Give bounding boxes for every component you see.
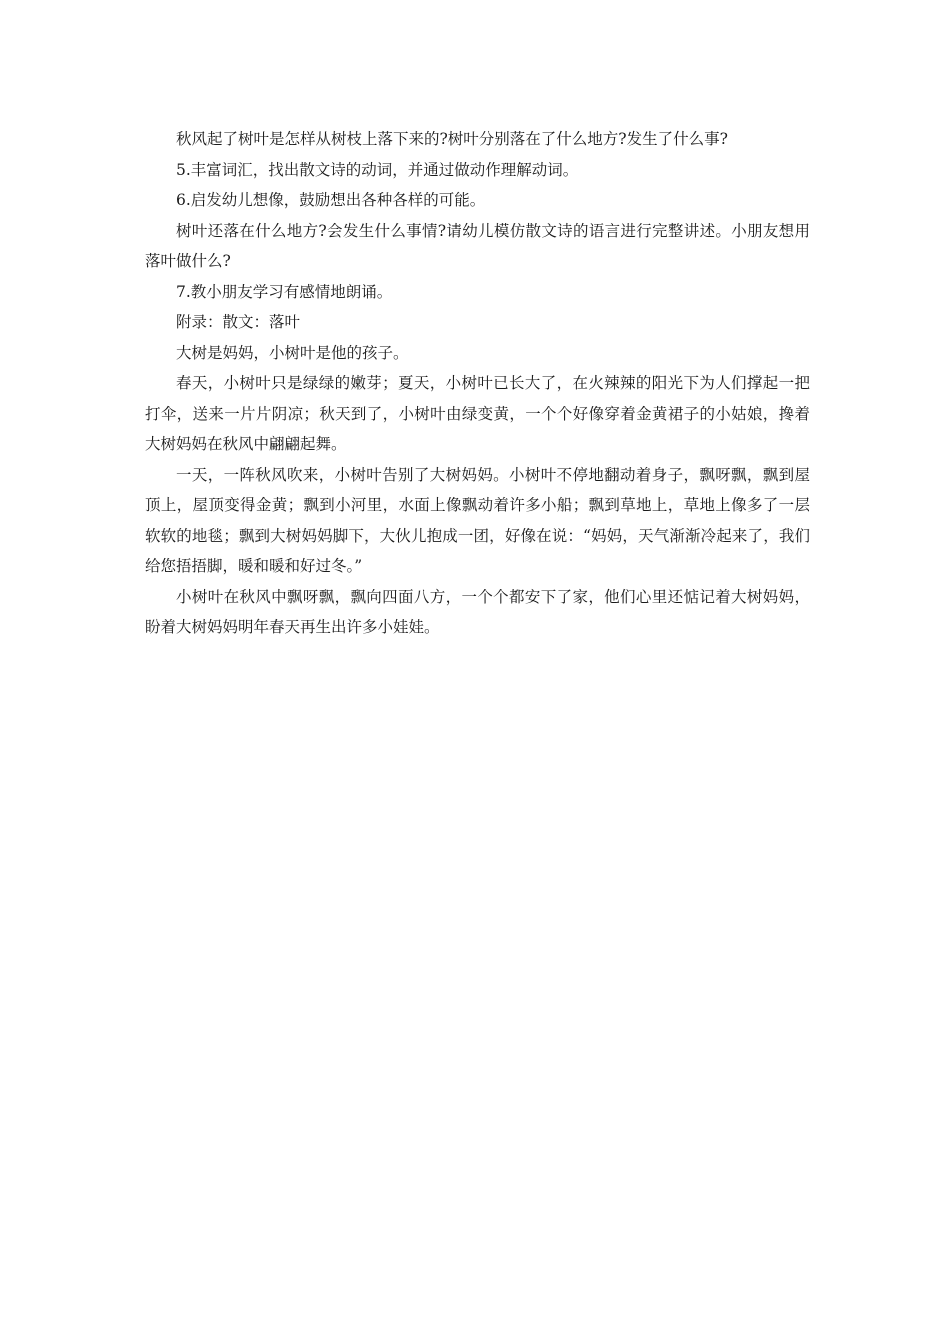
paragraph-appendix-title: 附录：散文：落叶 [176,313,301,331]
paragraph-step-5: 5.丰富词汇，找出散文诗的动词，并通过做动作理解动词。 [176,160,579,179]
paragraph-retell-prompt: 树叶还落在什么地方?会发生什么事情?请幼儿模仿散文诗的语言进行完整讲述。小朋友想用落叶做什么? [145,221,810,270]
paragraph-poem-intro: 大树是妈妈，小树叶是他的孩子。 [176,343,409,362]
paragraph-poem-seasons: 春天，小树叶只是绿绿的嫩芽；夏天，小树叶已长大了，在火辣辣的阳光下为人们撑起一把打伞，送来一片片阴凉；秋天到了，小树叶由绿变黄，一个个好像穿着金黄裙子的小姑娘，搀着大树妈妈在秋风中翩翩起舞。 [145,374,810,453]
paragraph-autumn-question: 秋风起了树叶是怎样从树枝上落下来的?树叶分别落在了什么地方?发生了什么事? [176,130,728,148]
paragraph-step-7: 7.教小朋友学习有感情地朗诵。 [176,282,393,301]
paragraph-poem-ending: 小树叶在秋风中飘呀飘，飘向四面八方，一个个都安下了家，他们心里还惦记着大树妈妈，盼着大树妈妈明年春天再生出许多小娃娃。 [145,587,810,636]
paragraph-poem-wind: 一天，一阵秋风吹来，小树叶告别了大树妈妈。小树叶不停地翻动着身子，飘呀飘，飘到屋顶上，屋顶变得金黄；飘到小河里，水面上像飘动着许多小船；飘到草地上，草地上像多了一层软软的地毯；飘到大树妈妈脚下，大伙儿抱成一团，好像在说：“妈妈，天气渐渐冷起来了，我们给您捂捂脚，暖和暖和好过冬。” [145,465,810,575]
document-body [145,124,810,643]
paragraph-step-6: 6.启发幼儿想像，鼓励想出各种各样的可能。 [176,191,486,209]
